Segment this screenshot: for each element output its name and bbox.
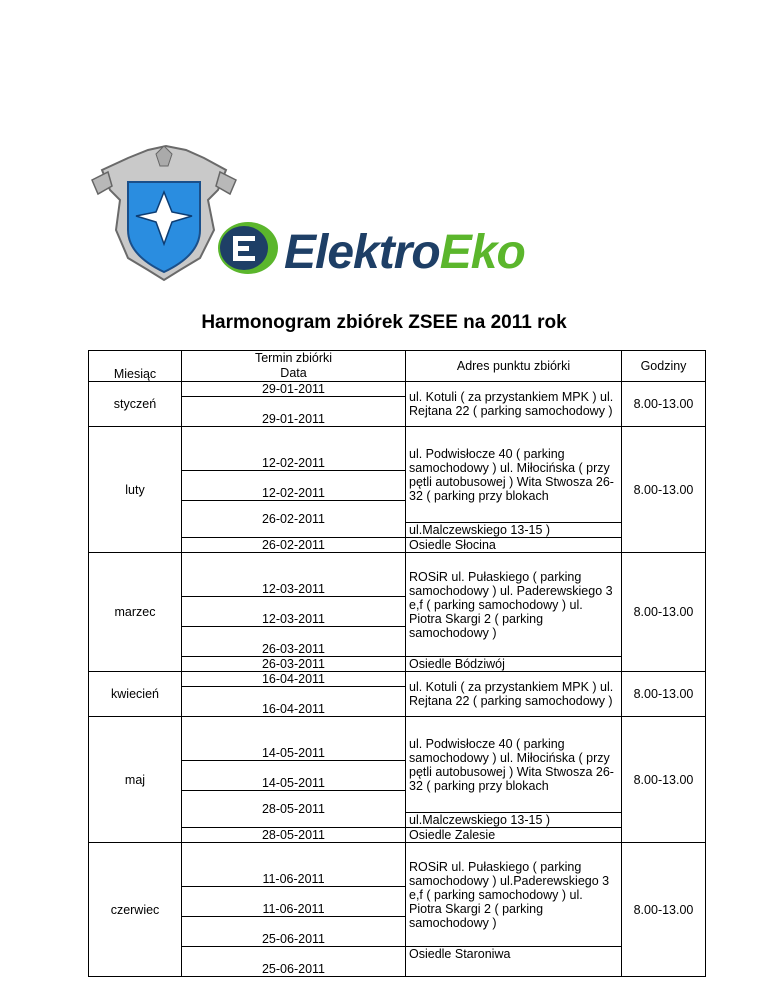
hours-cell: 8.00-13.00 [622,717,706,843]
month-cell: marzec [89,553,182,672]
date-cell: 12-03-2011 [182,597,406,627]
address-cell: ul. Kotuli ( za przystankiem MPK ) ul. Rejtana 22 ( parking samochodowy ) [406,382,622,427]
date-cell: 26-02-2011 [182,538,406,553]
date-cell: 16-04-2011 [182,687,406,717]
address-cell: Osiedle Bódziwój [406,657,622,672]
month-cell: czerwiec [89,843,182,977]
hours-cell: 8.00-13.00 [622,427,706,553]
date-cell: 11-06-2011 [182,843,406,887]
header-month: Miesiąc [89,351,182,382]
header-hours: Godziny [622,351,706,382]
hours-cell: 8.00-13.00 [622,672,706,717]
date-cell: 28-05-2011 [182,791,406,828]
date-cell: 12-02-2011 [182,427,406,471]
month-cell: luty [89,427,182,553]
address-cell: ul.Malczewskiego 13-15 ) [406,813,622,828]
date-cell: 12-02-2011 [182,471,406,501]
address-cell: Osiedle Staroniwa [406,947,622,977]
header-term: Termin zbiórki [182,351,406,367]
address-cell: ul. Podwisłocze 40 ( parking samochodowy ) ul. Miłocińska ( przy pętli autobusowej ) Wita Stwosza 26-32 ( parking przy blokach [406,717,622,813]
address-cell: ul.Malczewskiego 13-15 ) [406,523,622,538]
address-cell: Osiedle Słocina [406,538,622,553]
page-title: Harmonogram zbiórek ZSEE na 2011 rok [201,312,567,333]
rzeszow-crest-icon [92,146,236,280]
address-cell: ul. Podwisłocze 40 ( parking samochodowy ) ul. Miłocińska ( przy pętli autobusowej ) Wita Stwosza 26-32 ( parking przy blokach [406,427,622,523]
month-cell: styczeń [89,382,182,427]
hours-cell: 8.00-13.00 [622,553,706,672]
month-cell: maj [89,717,182,843]
header-date: Data [182,366,406,382]
address-cell: ROSiR ul. Pułaskiego ( parking samochodowy ) ul.Paderewskiego 3 e,f ( parking samochodowy ) ul. Piotra Skargi 2 ( parking samochodowy ) [406,843,622,947]
brand-wordmark: ElektroEko [284,226,525,279]
date-cell: 29-01-2011 [182,397,406,427]
address-cell: ul. Kotuli ( za przystankiem MPK ) ul. Rejtana 22 ( parking samochodowy ) [406,672,622,717]
elektroeko-logo [88,120,608,290]
date-cell: 29-01-2011 [182,382,406,397]
date-cell: 12-03-2011 [182,553,406,597]
date-cell: 26-03-2011 [182,657,406,672]
header-address: Adres punktu zbiórki [406,351,622,382]
date-cell: 11-06-2011 [182,887,406,917]
address-cell: ROSiR ul. Pułaskiego ( parking samochodowy ) ul. Paderewskiego 3 e,f ( parking samochodowy ) ul. Piotra Skargi 2 ( parking samochodowy ) [406,553,622,657]
month-cell: kwiecień [89,672,182,717]
elektroeko-e-icon [218,222,278,274]
address-cell: Osiedle Zalesie [406,828,622,843]
date-cell: 25-06-2011 [182,917,406,947]
date-cell: 14-05-2011 [182,717,406,761]
date-cell: 14-05-2011 [182,761,406,791]
hours-cell: 8.00-13.00 [622,382,706,427]
date-cell: 26-03-2011 [182,627,406,657]
date-cell: 28-05-2011 [182,828,406,843]
collection-schedule-table [88,350,706,977]
date-cell: 26-02-2011 [182,501,406,538]
date-cell: 25-06-2011 [182,947,406,977]
date-cell: 16-04-2011 [182,672,406,687]
hours-cell: 8.00-13.00 [622,843,706,977]
